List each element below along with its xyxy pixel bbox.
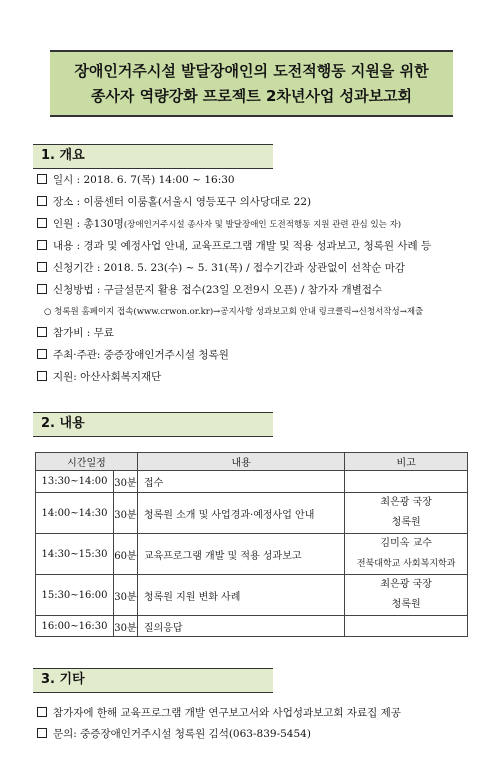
checkbox-icon [37, 728, 47, 738]
list-item-place: 장소 : 이룸센터 이룸홀(서울시 영등포구 의사당대로 22) [37, 195, 311, 209]
list-item-attendees: 인원 : 총130명(장애인거주시설 종사자 및 발달장애인 도전적행동 지원 관련 관심 있는 자) [37, 217, 401, 232]
cell-time: 14:00~14:30 [36, 493, 114, 534]
cell-note [345, 534, 468, 575]
checkbox-icon [37, 284, 47, 294]
table-row [36, 471, 468, 493]
checkbox-icon [37, 174, 47, 184]
speaker-affiliation: 청록원 [391, 517, 421, 528]
table-row [36, 493, 468, 534]
cell-content: 청록원 지원 변화 사례 [137, 575, 344, 616]
list-item-support: 지원: 아산사회복지재단 [37, 370, 161, 384]
table-row [36, 616, 468, 637]
cell-duration: 30분 [113, 493, 137, 534]
checkbox-icon [37, 262, 47, 272]
schedule-table [35, 452, 468, 637]
table-row [36, 534, 468, 575]
cell-note [345, 575, 468, 616]
cell-time: 13:30~14:00 [36, 471, 114, 493]
cell-duration: 30분 [113, 575, 137, 616]
section-heading-overview: 1. 개요 [33, 144, 273, 169]
speaker-name: 김미옥 교수 [380, 538, 432, 549]
list-item-date: 일시 : 2018. 6. 7(목) 14:00 ~ 16:30 [37, 173, 235, 187]
cell-content: 질의응답 [137, 616, 344, 637]
speaker-affiliation: 청록원 [391, 599, 421, 610]
section-heading-program: 2. 내용 [33, 412, 273, 437]
checkbox-icon [37, 349, 47, 359]
cell-content: 교육프로그램 개발 및 적용 성과보고 [137, 534, 344, 575]
table-row [36, 575, 468, 616]
checkbox-icon [37, 240, 47, 250]
checkbox-icon [37, 196, 47, 206]
title-line-2: 종사자 역량강화 프로젝트 2차년사업 성과보고회 [90, 86, 413, 105]
cell-content: 청록원 소개 및 사업경과·예정사업 안내 [137, 493, 344, 534]
header-time: 시간일정 [36, 453, 138, 471]
checkbox-icon [37, 707, 47, 717]
header-content: 내용 [137, 453, 344, 471]
table-header-row [36, 453, 468, 471]
list-item-contact: 문의: 중증장애인거주시설 청록원 김석(063-839-5454) [37, 727, 311, 741]
cell-duration: 30분 [113, 616, 137, 637]
list-item-application-period: 신청기간 : 2018. 5. 23(수) ~ 5. 31(목) / 접수기간과 상관없이 선착순 마감 [37, 261, 405, 275]
list-item-organizer: 주최·주관: 중증장애인거주시설 청록원 [37, 348, 229, 362]
header-note: 비고 [345, 453, 468, 471]
document-title [50, 50, 453, 117]
speaker-name: 최은광 국장 [380, 579, 432, 590]
method-detail: ○ 청록원 홈페이지 접속(www.crwon.or.kr)→공지사항 성과보고회 안내 링크클릭→신청서작성→제출 [44, 307, 424, 317]
cell-content: 접수 [137, 471, 344, 493]
section-heading-other: 3. 기타 [33, 668, 273, 693]
checkbox-icon [37, 327, 47, 337]
cell-duration: 60분 [113, 534, 137, 575]
speaker-name: 최은광 국장 [380, 497, 432, 508]
cell-note [345, 616, 468, 637]
list-item-application-method: 신청방법 : 구글설문지 활용 접수(23일 오전9시 오픈) / 참가자 개별접수 [37, 283, 382, 297]
attendees-note: (장애인거주시설 종사자 및 발달장애인 도전적행동 지원 관련 관심 있는 자) [123, 220, 402, 230]
cell-duration: 30분 [113, 471, 137, 493]
list-item-content: 내용 : 경과 및 예정사업 안내, 교육프로그램 개발 및 적용 성과보고, 청록원 사례 등 [37, 239, 431, 253]
checkbox-icon [37, 371, 47, 381]
cell-time: 15:30~16:00 [36, 575, 114, 616]
cell-note [345, 471, 468, 493]
list-item-fee: 참가비 : 무료 [37, 326, 114, 340]
title-line-1: 장애인거주시설 발달장애인의 도전적행동 지원을 위한 [74, 61, 429, 80]
list-item-materials: 참가자에 한해 교육프로그램 개발 연구보고서와 사업성과보고회 자료집 제공 [37, 706, 401, 720]
cell-time: 16:00~16:30 [36, 616, 114, 637]
cell-note [345, 493, 468, 534]
checkbox-icon [37, 218, 47, 228]
speaker-affiliation: 전북대학교 사회복지학과 [356, 559, 456, 569]
cell-time: 14:30~15:30 [36, 534, 114, 575]
